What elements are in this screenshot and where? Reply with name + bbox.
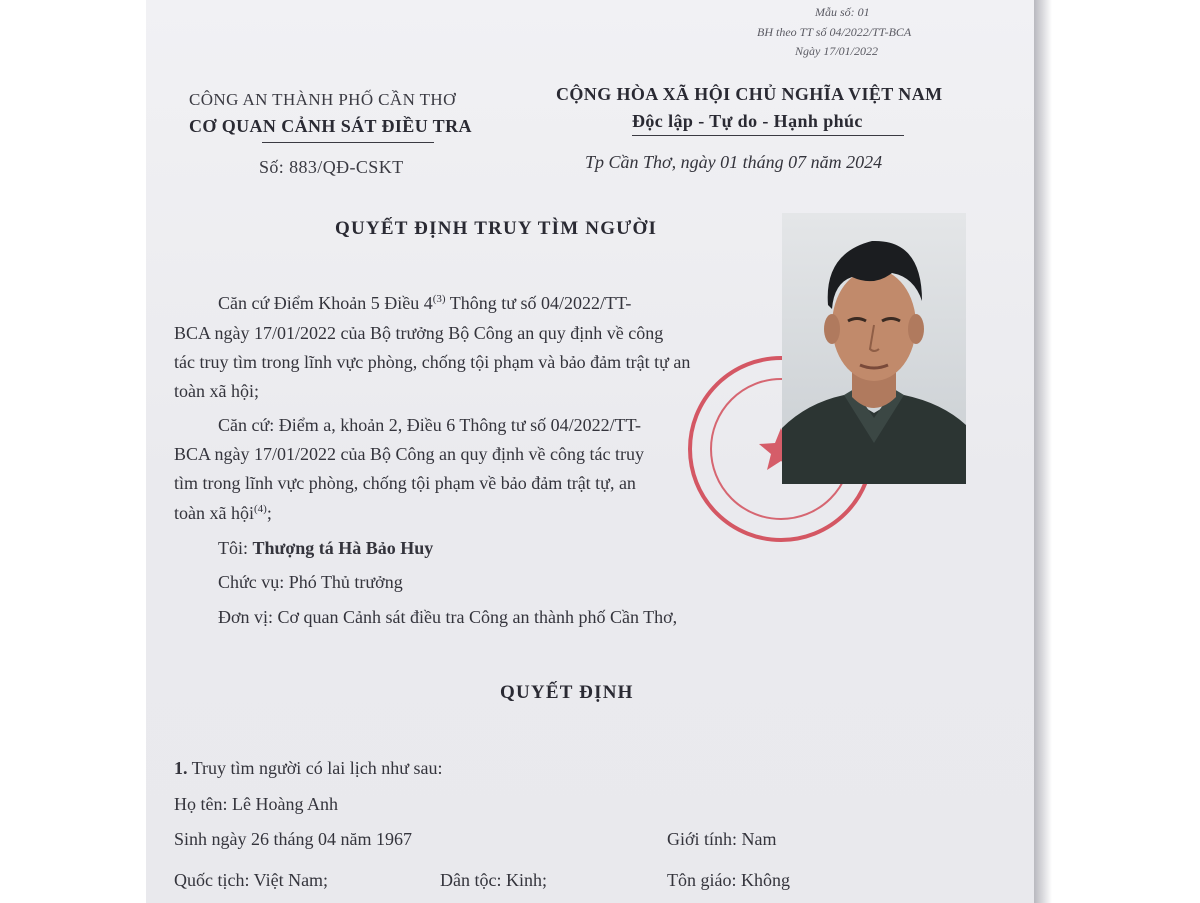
person-portrait-icon <box>782 213 966 484</box>
wanted-nationality: Quốc tịch: Việt Nam; <box>174 870 329 890</box>
wanted-ethnicity: Dân tộc: Kinh; <box>440 870 547 890</box>
place-date: Tp Cần Thơ, ngày 01 tháng 07 năm 2024 <box>585 152 883 172</box>
form-basis: BH theo TT số 04/2022/TT-BCA <box>757 25 912 39</box>
national-title: CỘNG HÒA XÃ HỘI CHỦ NGHĨA VIỆT NAM <box>556 84 943 104</box>
form-number: Mẫu số: 01 <box>815 5 870 19</box>
item1-intro: 1. Truy tìm người có lai lịch như sau: <box>174 758 443 778</box>
signer-position: Chức vụ: Phó Thủ trưởng <box>218 572 403 592</box>
basis1-line2: BCA ngày 17/01/2022 của Bộ trưởng Bộ Công an quy định về công <box>174 323 664 343</box>
motto-underline <box>632 135 904 136</box>
basis1-line4: toàn xã hội; <box>174 381 259 401</box>
signer-unit: Đơn vị: Cơ quan Cảnh sát điều tra Công an thành phố Cần Thơ, <box>218 607 678 627</box>
signer-line: Tôi: Thượng tá Hà Bảo Huy <box>218 538 434 558</box>
decision-heading: QUYẾT ĐỊNH <box>500 682 634 703</box>
agency-parent: CÔNG AN THÀNH PHỐ CẦN THƠ <box>189 90 456 109</box>
basis2-line3: tìm trong lĩnh vực phòng, chống tội phạm về bảo đảm trật tự, an <box>174 473 636 493</box>
basis1-line3: tác truy tìm trong lĩnh vực phòng, chống tội phạm và bảo đảm trật tự an <box>174 352 691 372</box>
document-title: QUYẾT ĐỊNH TRUY TÌM NGƯỜI <box>335 218 658 239</box>
agency-name: CƠ QUAN CẢNH SÁT ĐIỀU TRA <box>189 116 472 136</box>
basis2-line2: BCA ngày 17/01/2022 của Bộ Công an quy định về công tác truy <box>174 444 644 464</box>
wanted-dob: Sinh ngày 26 tháng 04 năm 1967 <box>174 829 412 849</box>
basis2-line4: toàn xã hội$^{(4)}$; <box>174 503 272 523</box>
national-motto: Độc lập - Tự do - Hạnh phúc <box>632 111 863 131</box>
wanted-gender: Giới tính: Nam <box>667 829 777 849</box>
form-date: Ngày 17/01/2022 <box>795 44 878 58</box>
signer-name: Thượng tá Hà Bảo Huy <box>252 538 434 558</box>
wanted-name: Họ tên: Lê Hoàng Anh <box>174 794 338 814</box>
basis1-line1: Căn cứ Điểm Khoản 5 Điều 4$^{(3)}$ Thông tư số 04/2022/TT- <box>218 293 632 313</box>
page-edge-shadow <box>1034 0 1052 903</box>
portrait-photo <box>782 213 966 484</box>
basis2-line1: Căn cứ: Điểm a, khoản 2, Điều 6 Thông tư số 04/2022/TT- <box>218 415 641 435</box>
decision-number: Số: 883/QĐ-CSKT <box>259 157 404 177</box>
wanted-religion: Tôn giáo: Không <box>667 870 790 890</box>
agency-underline <box>262 142 434 143</box>
